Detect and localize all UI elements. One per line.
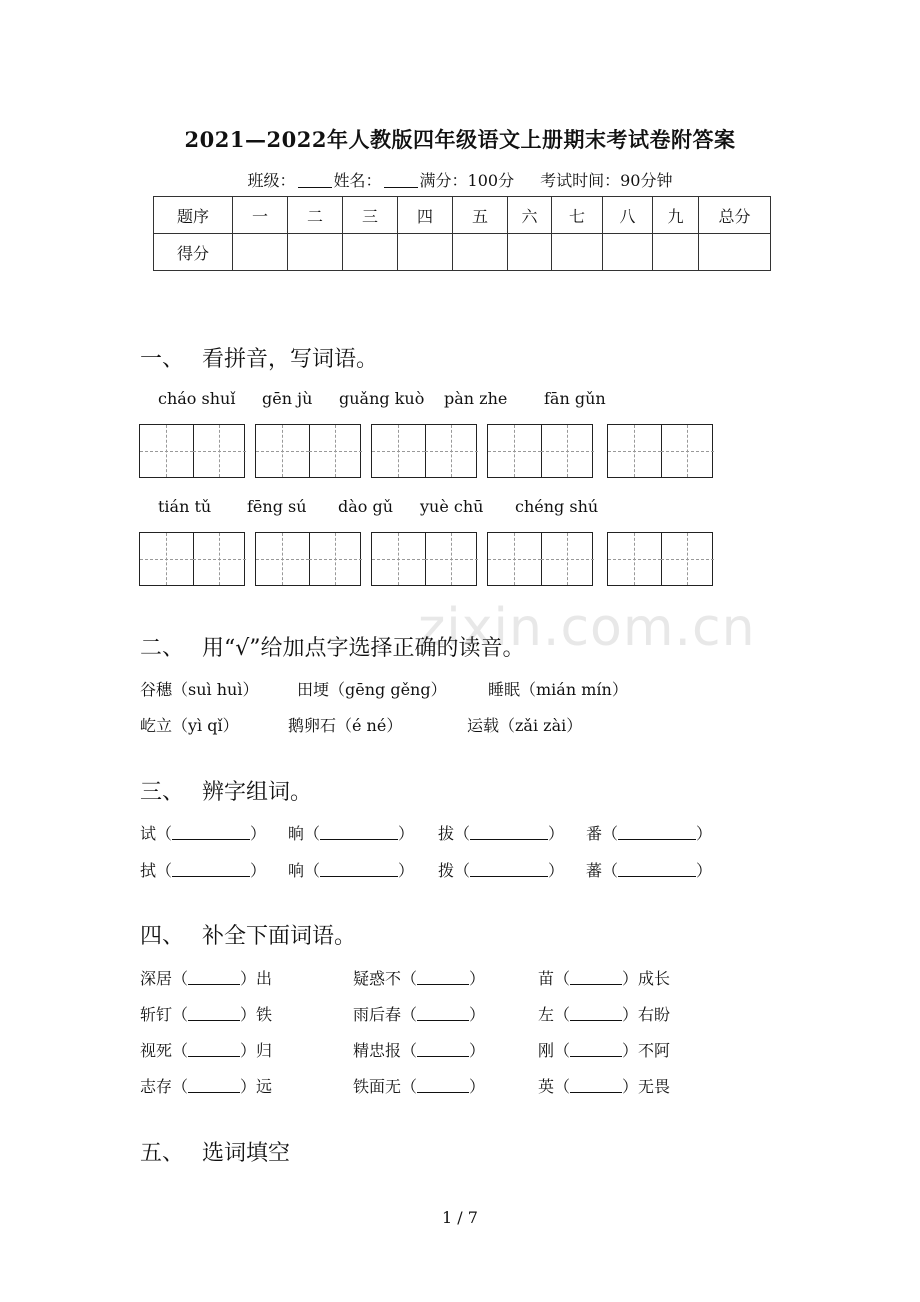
full-score-text: 满分：100分 bbox=[419, 171, 515, 190]
name-blank[interactable] bbox=[384, 173, 418, 188]
score-table-header-row bbox=[154, 197, 771, 234]
pinyin-label: dào gǔ bbox=[338, 497, 394, 516]
pronunciation-item[interactable]: 田埂（gēng gěng） bbox=[297, 680, 447, 699]
word-group-item: 响（ ） bbox=[288, 861, 415, 880]
tianzige-writing-box[interactable] bbox=[371, 532, 477, 586]
score-header-cell: 三 bbox=[343, 197, 398, 234]
idiom-item: 左（ ）右盼 bbox=[538, 1005, 671, 1024]
score-header-cell: 六 bbox=[508, 197, 552, 234]
score-cell[interactable] bbox=[699, 234, 771, 271]
score-table-score-row bbox=[154, 234, 771, 271]
answer-blank[interactable] bbox=[570, 1080, 622, 1093]
char-label: 拔 bbox=[438, 824, 455, 843]
tianzige-writing-box[interactable] bbox=[255, 532, 361, 586]
answer-blank[interactable] bbox=[417, 1008, 469, 1021]
score-cell[interactable] bbox=[288, 234, 343, 271]
score-header-cell: 八 bbox=[603, 197, 653, 234]
idiom-item: 斩钉（ ）铁 bbox=[140, 1005, 273, 1024]
answer-blank[interactable] bbox=[470, 864, 548, 877]
watermark-text: zixin.com.cn bbox=[418, 598, 756, 658]
name-label: 姓名： bbox=[333, 171, 382, 190]
section-5-heading bbox=[140, 1136, 290, 1167]
score-cell[interactable] bbox=[603, 234, 653, 271]
answer-blank[interactable] bbox=[320, 864, 398, 877]
score-header-cell: 九 bbox=[653, 197, 699, 234]
section-number: 五、 bbox=[140, 1141, 185, 1166]
idiom-item: 视死（ ）归 bbox=[140, 1041, 273, 1060]
section-1-heading bbox=[140, 342, 378, 373]
section-3-heading bbox=[140, 775, 312, 806]
score-cell[interactable] bbox=[508, 234, 552, 271]
idiom-item: 疑惑不（ ） bbox=[353, 969, 486, 988]
char-label: 试 bbox=[140, 824, 157, 843]
tianzige-writing-box[interactable] bbox=[487, 532, 593, 586]
answer-blank[interactable] bbox=[417, 972, 469, 985]
answer-blank[interactable] bbox=[172, 827, 250, 840]
answer-blank[interactable] bbox=[470, 827, 548, 840]
section-2-heading bbox=[140, 631, 525, 662]
section-title: 辨字组词。 bbox=[202, 780, 313, 805]
class-label: 班级： bbox=[247, 171, 296, 190]
answer-blank[interactable] bbox=[570, 972, 622, 985]
char-label: 响 bbox=[288, 861, 305, 880]
score-cell[interactable] bbox=[398, 234, 453, 271]
idiom-item: 刚（ ）不阿 bbox=[538, 1041, 671, 1060]
answer-blank[interactable] bbox=[618, 864, 696, 877]
pinyin-label: guǎng kuò bbox=[339, 389, 425, 408]
idiom-item: 铁面无（ ） bbox=[353, 1077, 486, 1096]
idiom-item: 精忠报（ ） bbox=[353, 1041, 486, 1060]
tianzige-writing-box[interactable] bbox=[607, 532, 713, 586]
answer-blank[interactable] bbox=[188, 972, 240, 985]
pinyin-label: fān gǔn bbox=[544, 389, 606, 408]
answer-blank[interactable] bbox=[417, 1044, 469, 1057]
pronunciation-item[interactable]: 鹅卵石（é né） bbox=[288, 716, 403, 735]
char-label: 蕃 bbox=[586, 861, 603, 880]
idiom-item: 苗（ ）成长 bbox=[538, 969, 671, 988]
answer-blank[interactable] bbox=[188, 1080, 240, 1093]
page-number: 1 / 7 bbox=[442, 1208, 478, 1227]
tianzige-writing-box[interactable] bbox=[139, 424, 245, 478]
tianzige-writing-box[interactable] bbox=[139, 532, 245, 586]
word-group-item: 拔（ ） bbox=[438, 824, 565, 843]
class-blank[interactable] bbox=[298, 173, 332, 188]
answer-blank[interactable] bbox=[320, 827, 398, 840]
tianzige-writing-box[interactable] bbox=[255, 424, 361, 478]
section-number: 一、 bbox=[140, 347, 185, 372]
section-title: 补全下面词语。 bbox=[202, 924, 357, 949]
exam-time-text: 考试时间：90分钟 bbox=[540, 171, 673, 190]
pronunciation-item[interactable]: 谷穗（suì huì） bbox=[140, 680, 259, 699]
score-row-label: 得分 bbox=[154, 234, 233, 271]
answer-blank[interactable] bbox=[570, 1044, 622, 1057]
pinyin-label: chéng shú bbox=[515, 497, 599, 516]
char-label: 拭 bbox=[140, 861, 157, 880]
answer-blank[interactable] bbox=[172, 864, 250, 877]
score-table bbox=[153, 196, 771, 271]
score-cell[interactable] bbox=[233, 234, 288, 271]
score-header-cell: 一 bbox=[233, 197, 288, 234]
score-header-cell: 四 bbox=[398, 197, 453, 234]
char-label: 番 bbox=[586, 824, 603, 843]
section-number: 三、 bbox=[140, 780, 185, 805]
idiom-item: 雨后春（ ） bbox=[353, 1005, 486, 1024]
word-group-item: 晌（ ） bbox=[288, 824, 415, 843]
answer-blank[interactable] bbox=[618, 827, 696, 840]
score-header-cell: 五 bbox=[453, 197, 508, 234]
section-number: 四、 bbox=[140, 924, 185, 949]
section-title: 看拼音，写词语。 bbox=[202, 347, 379, 372]
pinyin-label: pàn zhe bbox=[444, 389, 508, 408]
score-header-cell: 题序 bbox=[154, 197, 233, 234]
word-group-item: 试（ ） bbox=[140, 824, 267, 843]
answer-blank[interactable] bbox=[188, 1008, 240, 1021]
score-header-cell: 二 bbox=[288, 197, 343, 234]
exam-info-line bbox=[0, 168, 920, 191]
pinyin-label: fēng sú bbox=[247, 497, 307, 516]
word-group-item: 拭（ ） bbox=[140, 861, 267, 880]
pinyin-label: cháo shuǐ bbox=[158, 389, 236, 408]
score-cell[interactable] bbox=[552, 234, 603, 271]
tianzige-writing-box[interactable] bbox=[371, 424, 477, 478]
section-4-heading bbox=[140, 919, 356, 950]
pronunciation-item[interactable]: 睡眠（mián mín） bbox=[488, 680, 628, 699]
word-group-item: 番（ ） bbox=[586, 824, 713, 843]
section-title: 用“√”给加点字选择正确的读音。 bbox=[202, 636, 525, 661]
char-label: 拨 bbox=[438, 861, 455, 880]
section-title: 选词填空 bbox=[202, 1141, 291, 1166]
word-group-item: 蕃（ ） bbox=[586, 861, 713, 880]
score-header-cell: 七 bbox=[552, 197, 603, 234]
score-cell[interactable] bbox=[343, 234, 398, 271]
score-cell[interactable] bbox=[653, 234, 699, 271]
word-group-item: 拨（ ） bbox=[438, 861, 565, 880]
pinyin-label: gēn jù bbox=[262, 389, 313, 408]
answer-blank[interactable] bbox=[570, 1008, 622, 1021]
section-number: 二、 bbox=[140, 636, 185, 661]
answer-blank[interactable] bbox=[188, 1044, 240, 1057]
pronunciation-item[interactable]: 运载（zǎi zài） bbox=[467, 716, 583, 735]
page-title: 2021—2022年人教版四年级语文上册期末考试卷附答案 bbox=[184, 127, 736, 152]
idiom-item: 深居（ ）出 bbox=[140, 969, 273, 988]
pinyin-label: yuè chū bbox=[420, 497, 484, 516]
tianzige-writing-box[interactable] bbox=[607, 424, 713, 478]
pronunciation-item[interactable]: 屹立（yì qǐ） bbox=[140, 716, 239, 735]
score-header-cell: 总分 bbox=[699, 197, 771, 234]
idiom-item: 英（ ）无畏 bbox=[538, 1077, 671, 1096]
tianzige-writing-box[interactable] bbox=[487, 424, 593, 478]
answer-blank[interactable] bbox=[417, 1080, 469, 1093]
idiom-item: 志存（ ）远 bbox=[140, 1077, 273, 1096]
score-cell[interactable] bbox=[453, 234, 508, 271]
pinyin-label: tián tǔ bbox=[158, 497, 212, 516]
char-label: 晌 bbox=[288, 824, 305, 843]
